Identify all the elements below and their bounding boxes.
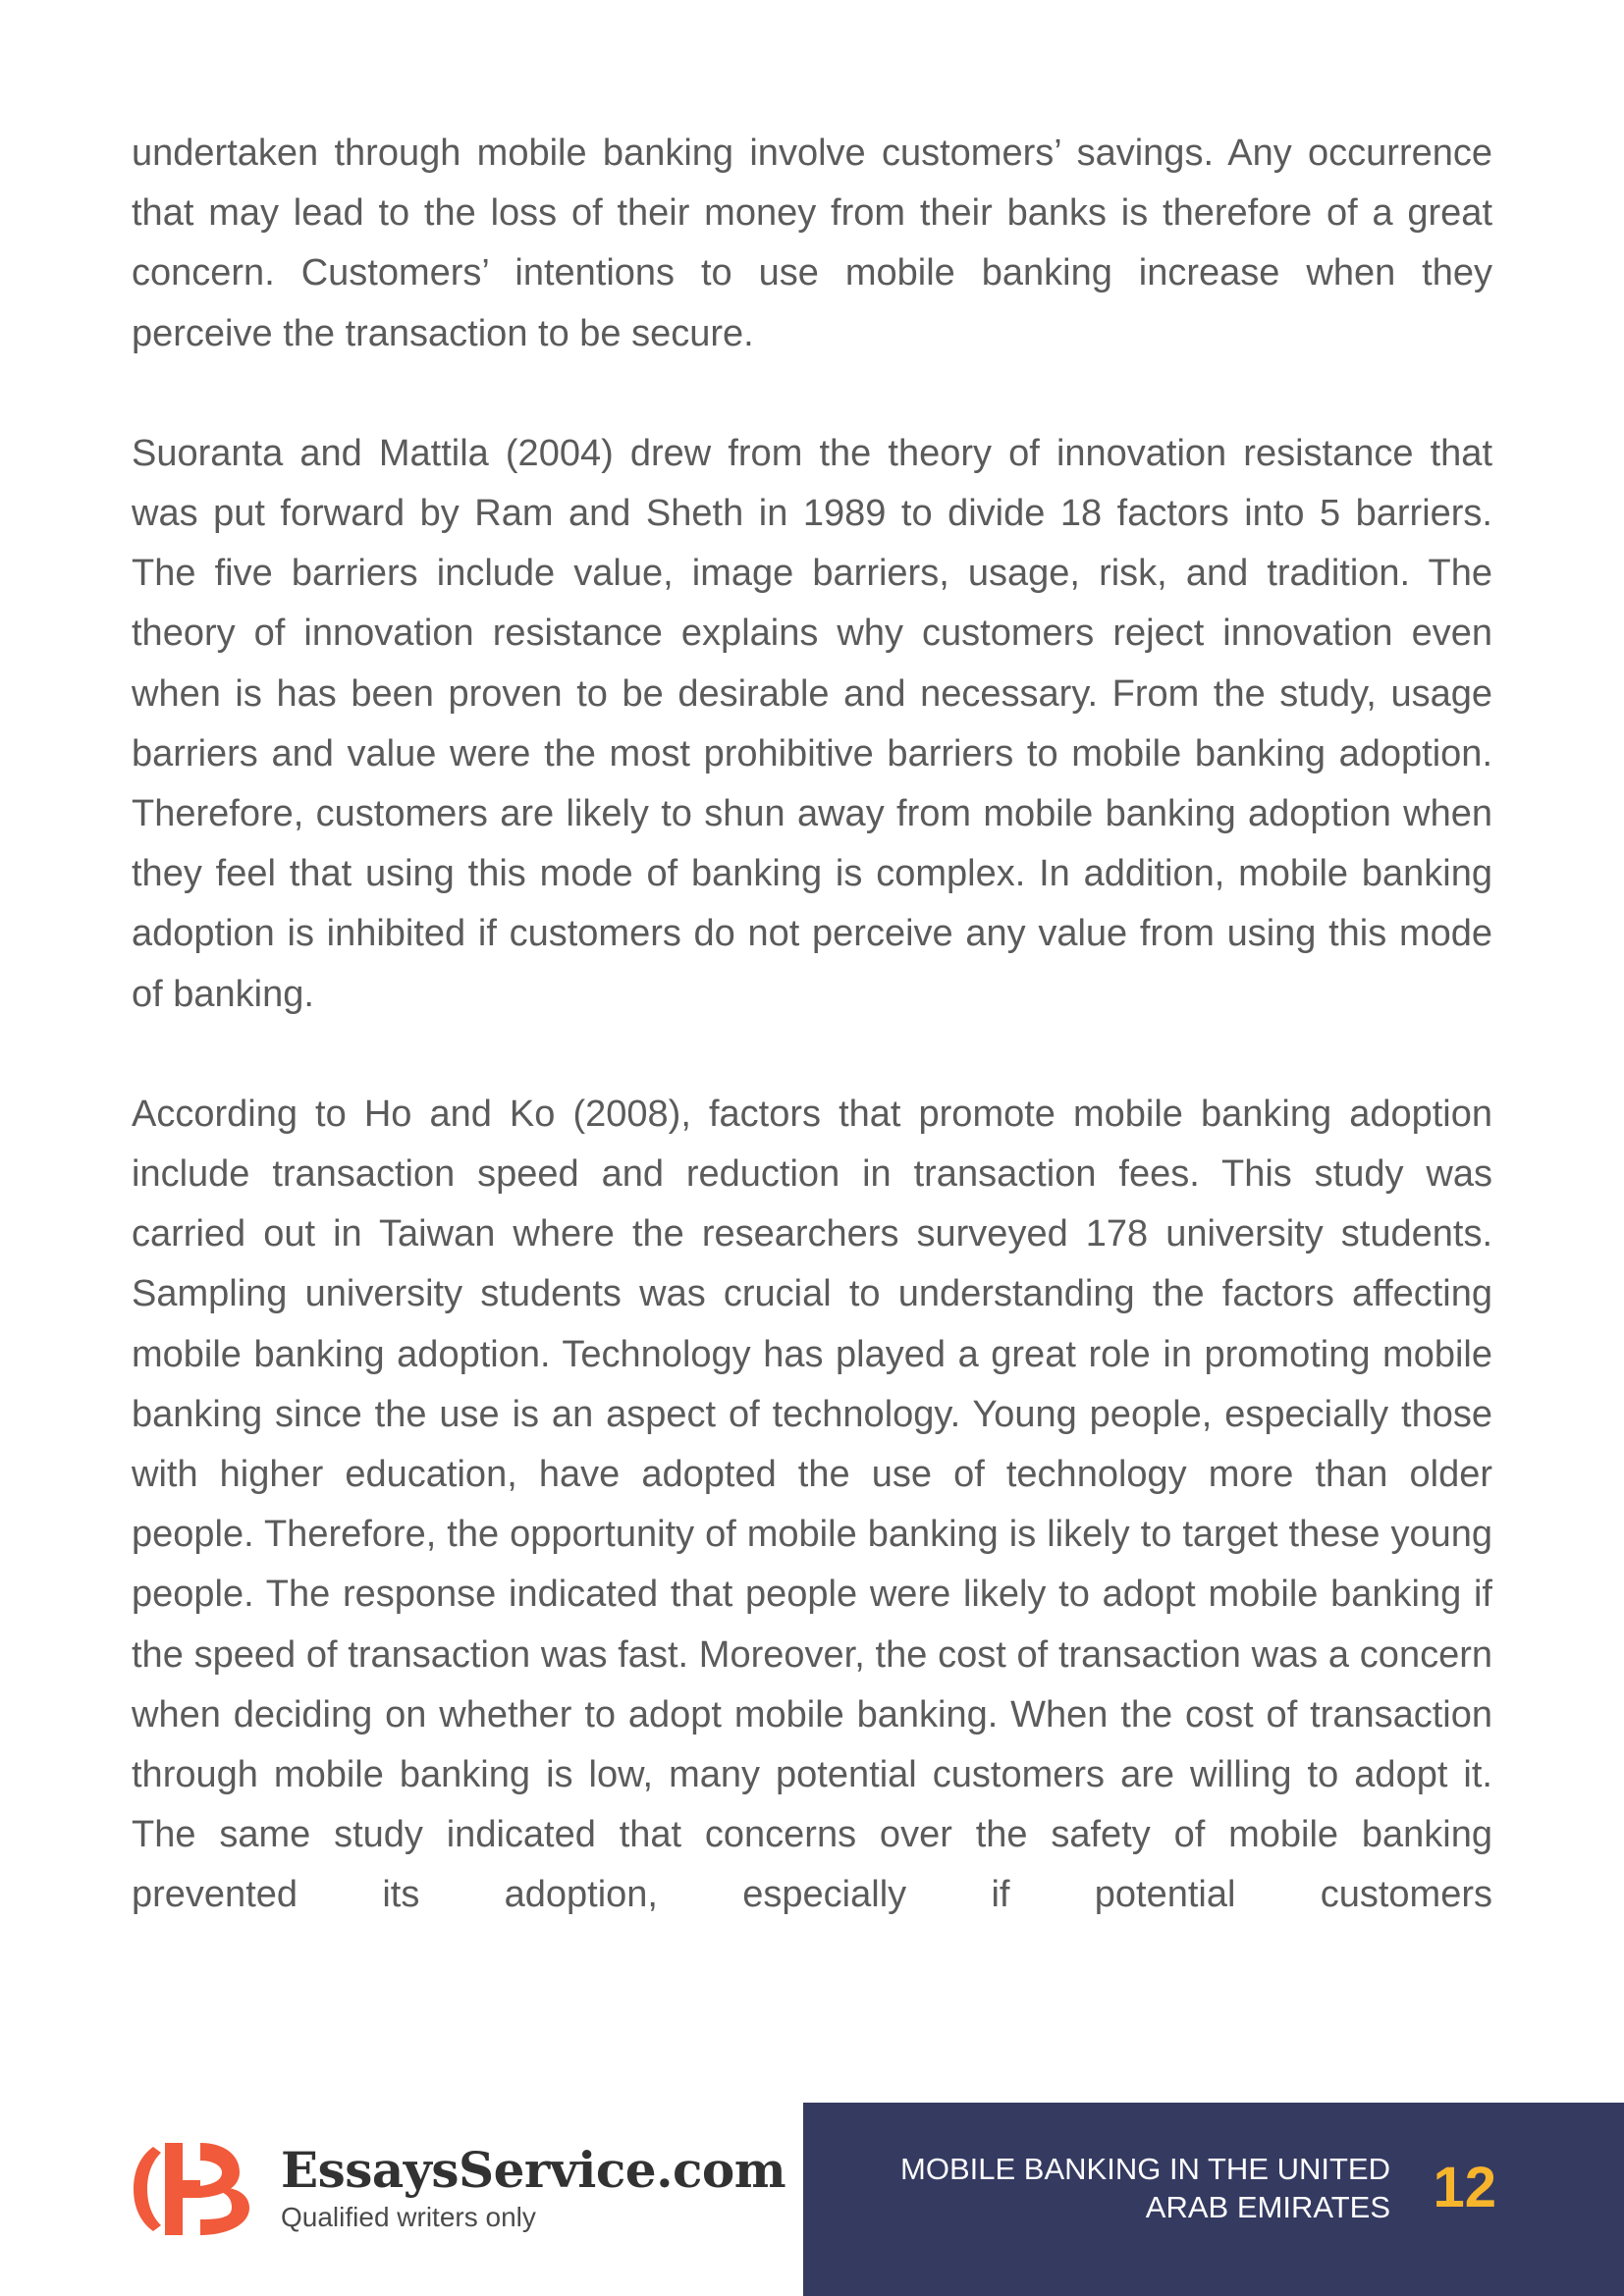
paragraph-3: According to Ho and Ko (2008), factors that promote mobile banking adoption include transaction speed and reduction in transaction fees. This study was carried out in Taiwan where the researchers surveyed 178 university students. Sampling university students was crucial to understanding the factors affecting mobile banking adoption. Technology has played a great role in promoting mobile banking since the use is an aspect of technology. Young people, especially those with higher education, have adopted the use of technology more than older people. Therefore, the opportunity of mobile banking is likely to target these young people. The response indicated that people were likely to adopt mobile banking if the speed of transaction was fast. Moreover, the cost of transaction was a concern when deciding on whether to adopt mobile banking. When the cost of transaction through mobile banking is low, many potential customers are willing to adopt it. The same study indicated that concerns over the safety of mobile banking prevented its adoption, especially if potential customers [132, 1093, 1492, 1916]
document-body [132, 124, 1492, 1986]
paragraph-2: Suoranta and Mattila (2004) drew from the theory of innovation resistance that was put forward by Ram and Sheth in 1989 to divide 18 factors into 5 barriers. The five barriers include value, image barriers, usage, risk, and tradition. The theory of innovation resistance explains why customers reject innovation even when is has been proven to be desirable and necessary. From the study, usage barriers and value were the most prohibitive barriers to mobile banking adoption. Therefore, customers are likely to shun away from mobile banking adoption when they feel that using this mode of banking is complex. In addition, mobile banking adoption is inhibited if customers do not perceive any value from using this mode of banking. [132, 432, 1492, 1015]
paragraph-1: undertaken through mobile banking involve customers’ savings. Any occurrence that may lead to the loss of their money from their banks is therefore of a great concern. Customers’ intentions to use mobile banking increase when they perceive the transaction to be secure. [132, 133, 1492, 354]
es-logo-icon [132, 2141, 259, 2237]
document-title: MOBILE BANKING IN THE UNITED ARAB EMIRATES [900, 2152, 1390, 2224]
page-number: 12 [1433, 2156, 1496, 2219]
brand-tagline: Qualified writers only [281, 2202, 536, 2232]
footer-brand [132, 2140, 785, 2238]
footer-title-panel [803, 2103, 1624, 2296]
brand-name: EssaysService.com [281, 2141, 786, 2199]
